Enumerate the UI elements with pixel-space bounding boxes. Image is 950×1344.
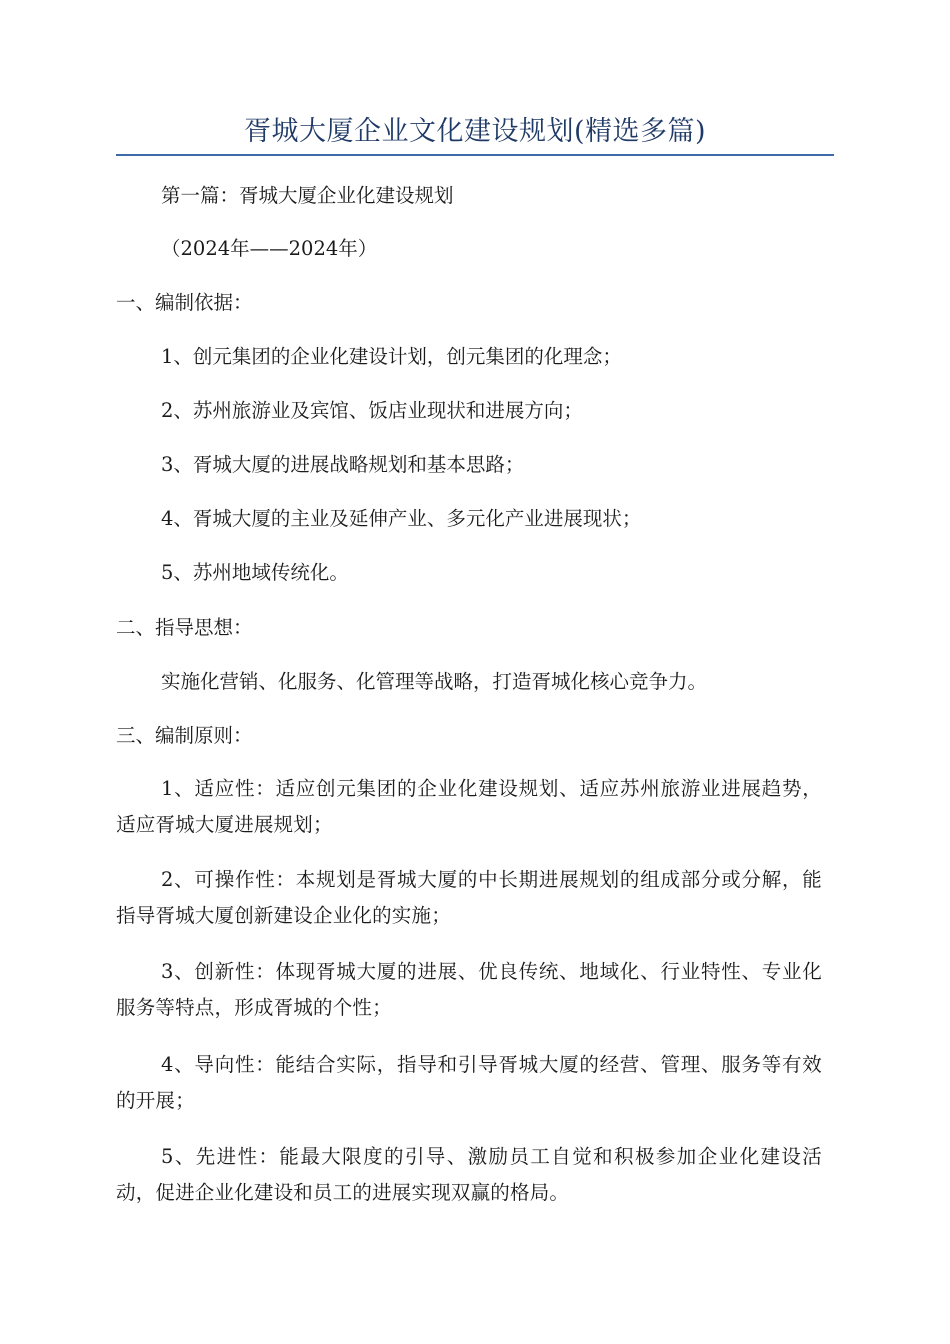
principle-item: 1、适应性：适应创元集团的企业化建设规划、适应苏州旅游业进展趋势，适应胥城大厦进展规划； bbox=[116, 777, 822, 836]
document-title: 胥城大厦企业文化建设规划(精选多篇) bbox=[243, 116, 707, 147]
principle-item: 3、创新性：体现胥城大厦的进展、优良传统、地域化、行业特性、专业化服务等特点，形成胥城的个性； bbox=[116, 960, 822, 1019]
chapter-heading: 第一篇：胥城大厦企业化建设规划 bbox=[161, 184, 454, 207]
list-item: 5、苏州地域传统化。 bbox=[161, 561, 349, 584]
list-item: 2、苏州旅游业及宾馆、饭店业现状和进展方向； bbox=[161, 399, 583, 422]
section-heading-basis: 一、编制依据： bbox=[116, 291, 253, 314]
list-item: 3、胥城大厦的进展战略规划和基本思路； bbox=[161, 453, 525, 476]
principle-item: 4、导向性：能结合实际，指导和引导胥城大厦的经营、管理、服务等有效的开展； bbox=[116, 1053, 822, 1112]
period-range: （2024年——2024年） bbox=[161, 237, 378, 260]
list-item: 1、创元集团的企业化建设计划，创元集团的化理念； bbox=[161, 345, 622, 368]
title-underline bbox=[116, 154, 834, 156]
principle-item: 2、可操作性：本规划是胥城大厦的中长期进展规划的组成部分或分解，能指导胥城大厦创新建设企业化的实施； bbox=[116, 868, 822, 927]
section-heading-principles: 三、编制原则： bbox=[116, 724, 253, 747]
principle-item: 5、先进性：能最大限度的引导、激励员工自觉和积极参加企业化建设活动，促进企业化建设和员工的进展实现双赢的格局。 bbox=[116, 1145, 822, 1204]
section-heading-guiding: 二、指导思想： bbox=[116, 616, 253, 639]
list-item: 4、胥城大厦的主业及延伸产业、多元化产业进展现状； bbox=[161, 507, 642, 530]
guiding-body: 实施化营销、化服务、化管理等战略，打造胥城化核心竞争力。 bbox=[161, 670, 708, 693]
